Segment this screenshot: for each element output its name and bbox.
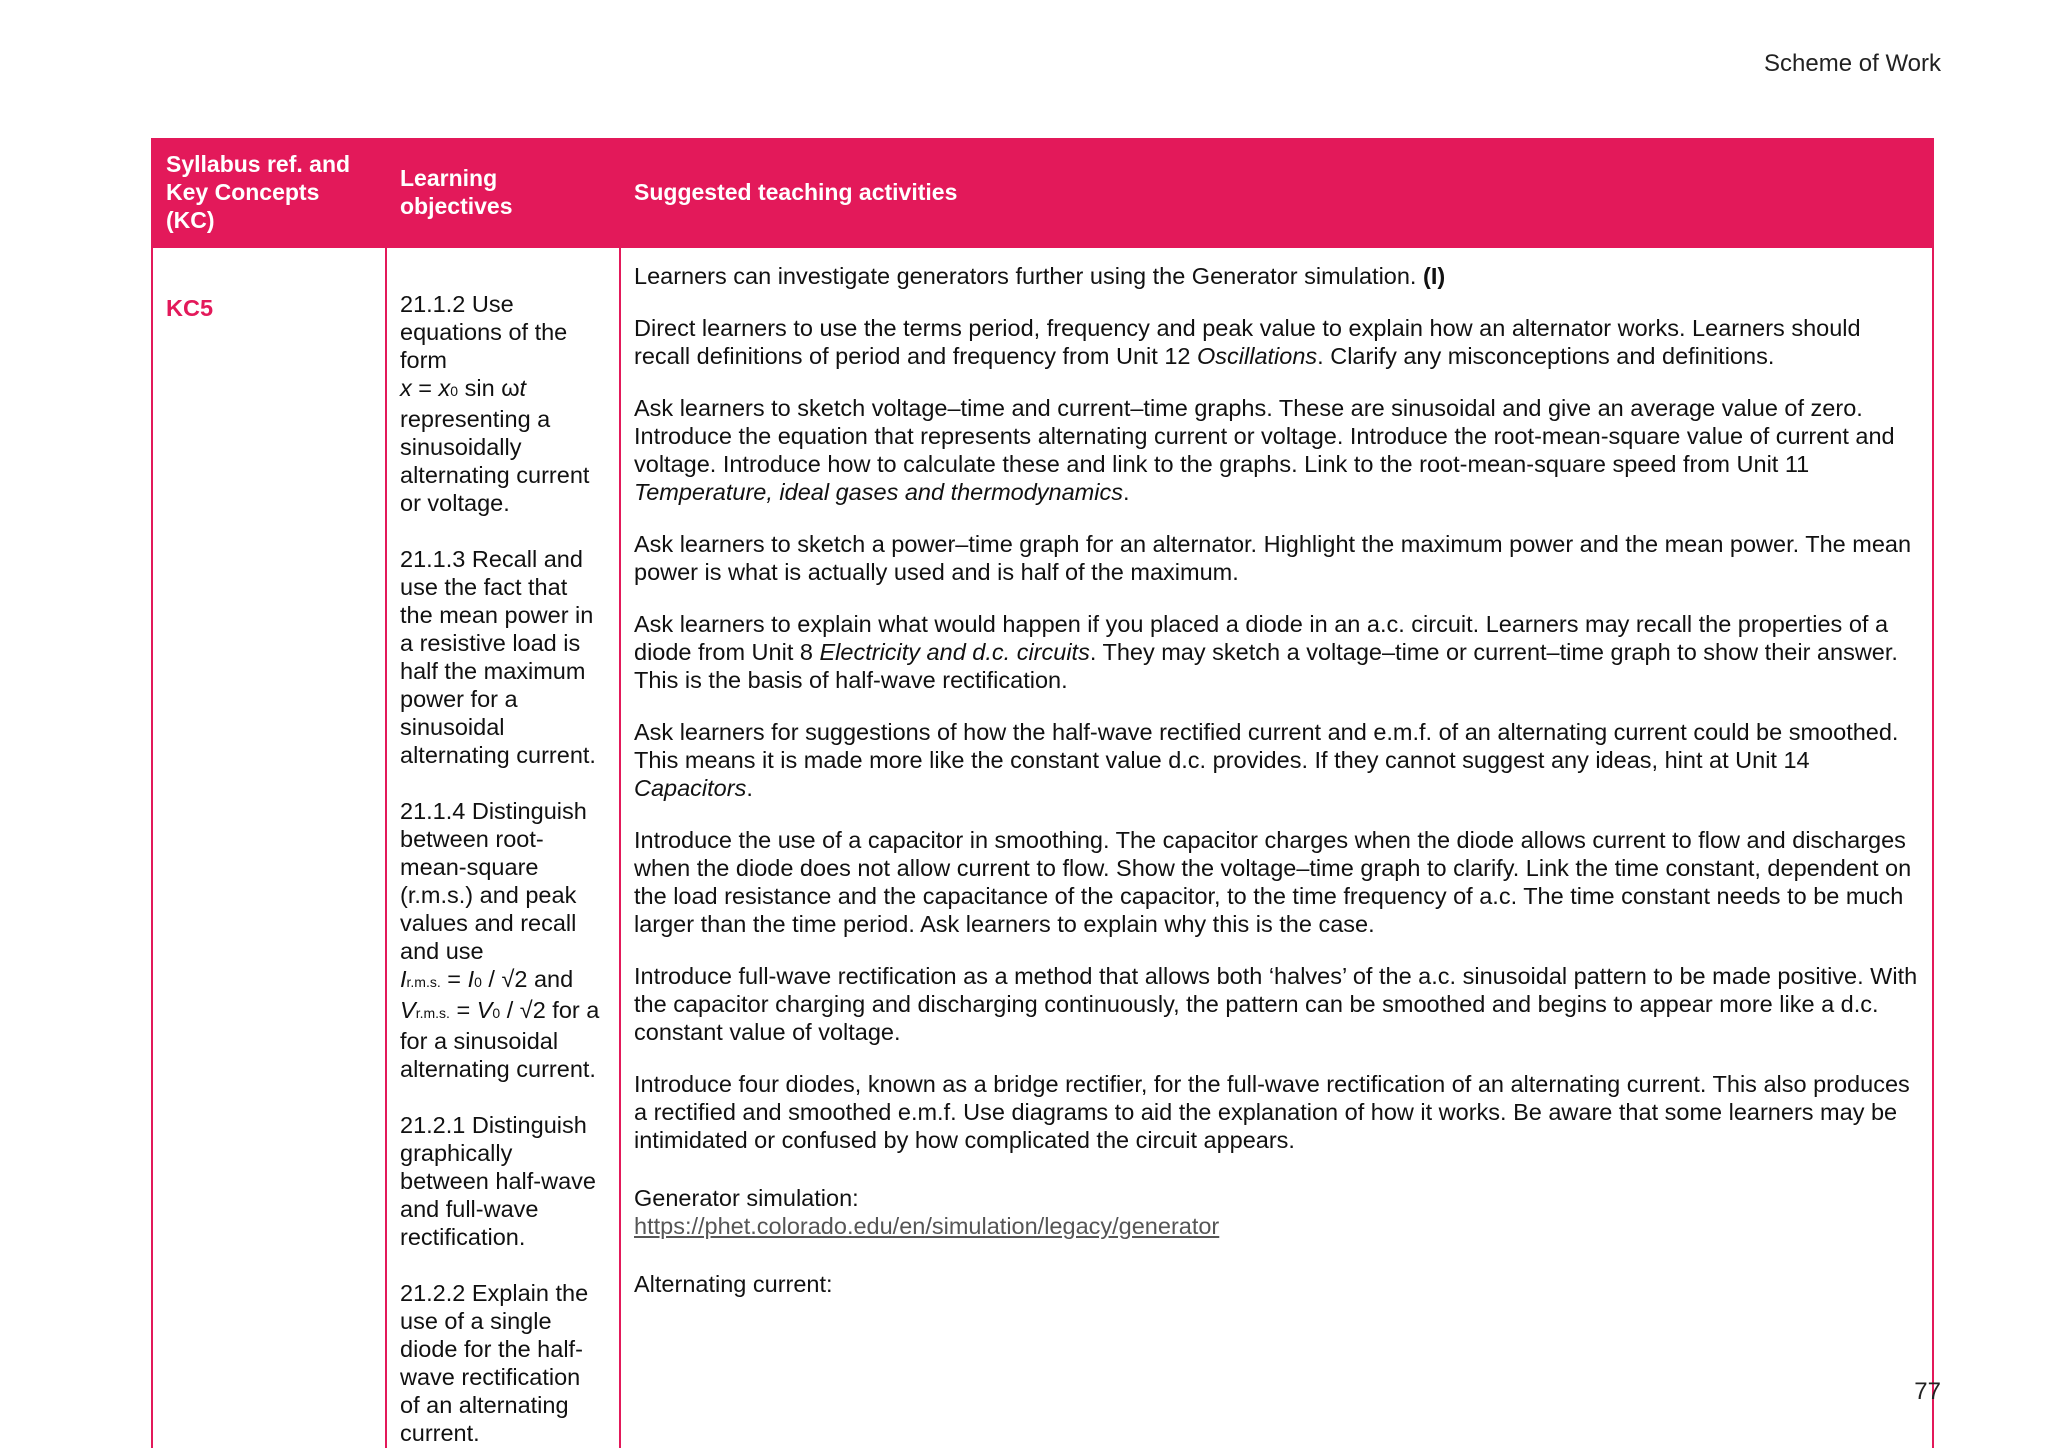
resource-alternating-current: Alternating current: [634, 1271, 833, 1297]
activity-text: Learners can investigate generators further using the Generator simulation. [634, 263, 1417, 289]
activity-paragraph [634, 610, 1919, 694]
activity-text: . [746, 775, 753, 801]
equation-x0: x [438, 375, 451, 401]
objective-21-2-2: 21.2.2 Explain the use of a single diode for the half-wave rectification of an alternating current. [400, 1280, 589, 1446]
unit-reference: Temperature, ideal gases and thermodynamics [634, 479, 1123, 505]
header-syllabus-ref: Syllabus ref. and Key Concepts (KC) [152, 138, 386, 247]
header-learning-objectives: Learning objectives [386, 138, 620, 247]
objective-21-1-2: 21.1.2 Use equations of the form x = x0 sin ωt representing a sinusoidally alternating current or voltage. [400, 291, 590, 516]
equation-vrms: V [400, 997, 416, 1023]
activity-paragraph [634, 718, 1919, 802]
equation-x: x [400, 375, 412, 401]
objective-text: 21.1.4 Distinguish between root-mean-square (r.m.s.) and peak values and recall and use [400, 798, 587, 964]
activity-text: Ask learners to sketch voltage–time and current–time graphs. These are sinusoidal and give an average value of zero. Introduce the equation that represents alternating current or voltage. Introduce the root-mean-square value of current and voltage. Introduce how to calculate these and link to the graphs. Link to the root-mean-square speed from Unit 11 [634, 395, 1895, 477]
activity-text: Direct learners to use the terms period, frequency and peak value to explain how an alternator works. Learners should recall definitions of period and frequency from Unit 12 [634, 315, 1861, 369]
activity-paragraph: Ask learners to sketch a power–time graph for an alternator. Highlight the maximum power and the mean power. The mean power is what is actually used and is half of the maximum. [634, 531, 1912, 585]
activity-text: . [1122, 479, 1130, 505]
activity-text: . Clarify any misconceptions and definitions. [1317, 343, 1775, 369]
activity-paragraph: Introduce full-wave rectification as a method that allows both ‘halves’ of the a.c. sinusoidal pattern to be made positive. With the capacitor charging and discharging continuously, the pattern can be smoothed and begins to appear more like a d.c. constant value of voltage. [634, 963, 1918, 1045]
page-number: 77 [1914, 1378, 1941, 1405]
table-row [152, 247, 1933, 1448]
activity-text: . They may sketch a voltage–time or current–time graph to show their answer. This is the basis of half-wave rectification. [634, 639, 1898, 693]
objective-text: representing a sinusoidally alternating current or voltage. [400, 406, 590, 516]
activity-paragraph [634, 314, 1919, 370]
activity-text: Ask learners to explain what would happen if you placed a diode in an a.c. circuit. Learners may recall the properties of a diode from Unit 8 [634, 611, 1889, 665]
objective-text: 21.1.2 Use equations of the form [400, 291, 568, 373]
unit-reference: Electricity and d.c. circuits [819, 639, 1090, 665]
scheme-of-work-table [151, 138, 1934, 1448]
activity-paragraph [634, 394, 1919, 506]
learning-objectives-cell [386, 247, 620, 1448]
resource-generator [634, 1184, 1919, 1240]
unit-reference: Capacitors [634, 775, 747, 801]
objective-text: for a sinusoidal alternating current. [400, 1028, 596, 1082]
objective-21-1-4: 21.1.4 Distinguish between root-mean-square (r.m.s.) and peak values and recall and use Ir.m.s. = I0 / √2 and Vr.m.s. = V0 / √2 for a for a sinusoidal alternating current. [400, 798, 600, 1082]
key-concept-label: KC5 [166, 295, 214, 321]
objective-21-1-3: 21.1.3 Recall and use the fact that the mean power in a resistive load is half the maximum power for a sinusoidal alternating current. [400, 546, 596, 768]
unit-reference: Oscillations [1197, 343, 1318, 369]
header-teaching-activities: Suggested teaching activities [620, 138, 1933, 247]
table-header-row [152, 138, 1933, 247]
objective-21-2-1: 21.2.1 Distinguish graphically between half-wave and full-wave rectification. [400, 1112, 596, 1250]
activity-paragraph: Introduce four diodes, known as a bridge rectifier, for the full-wave rectification of an alternating current. This also produces a rectified and smoothed e.m.f. Use diagrams to aid the explanation of how it works. Be aware that some learners may be intimidated or confused by how complicated the circuit appears. [634, 1071, 1910, 1153]
syllabus-ref-cell [152, 247, 386, 1448]
independent-tag: (I) [1423, 263, 1446, 289]
activity-paragraph [634, 262, 1919, 290]
running-header: Scheme of Work [1764, 50, 1941, 77]
activity-text: Ask learners for suggestions of how the half-wave rectified current and e.m.f. of an alternating current could be smoothed. This means it is made more like the constant value d.c. provides. If they cannot suggest any ideas, hint at Unit 14 [634, 719, 1899, 773]
resource-label: Generator simulation: [634, 1185, 859, 1211]
activity-paragraph: Introduce the use of a capacitor in smoothing. The capacitor charges when the diode allows current to flow and discharges when the diode does not allow current to flow. Show the voltage–time graph to clarify. Link the time constant, dependent on the load resistance and the capacitance of the capacitor, to the time frequency of a.c. The time constant needs to be much larger than the time period. Ask learners to explain why this is the case. [634, 827, 1912, 937]
equation-irms: I [400, 966, 407, 992]
generator-simulation-link[interactable]: https://phet.colorado.edu/en/simulation/legacy/generator [634, 1213, 1220, 1239]
teaching-activities-cell [620, 247, 1933, 1448]
